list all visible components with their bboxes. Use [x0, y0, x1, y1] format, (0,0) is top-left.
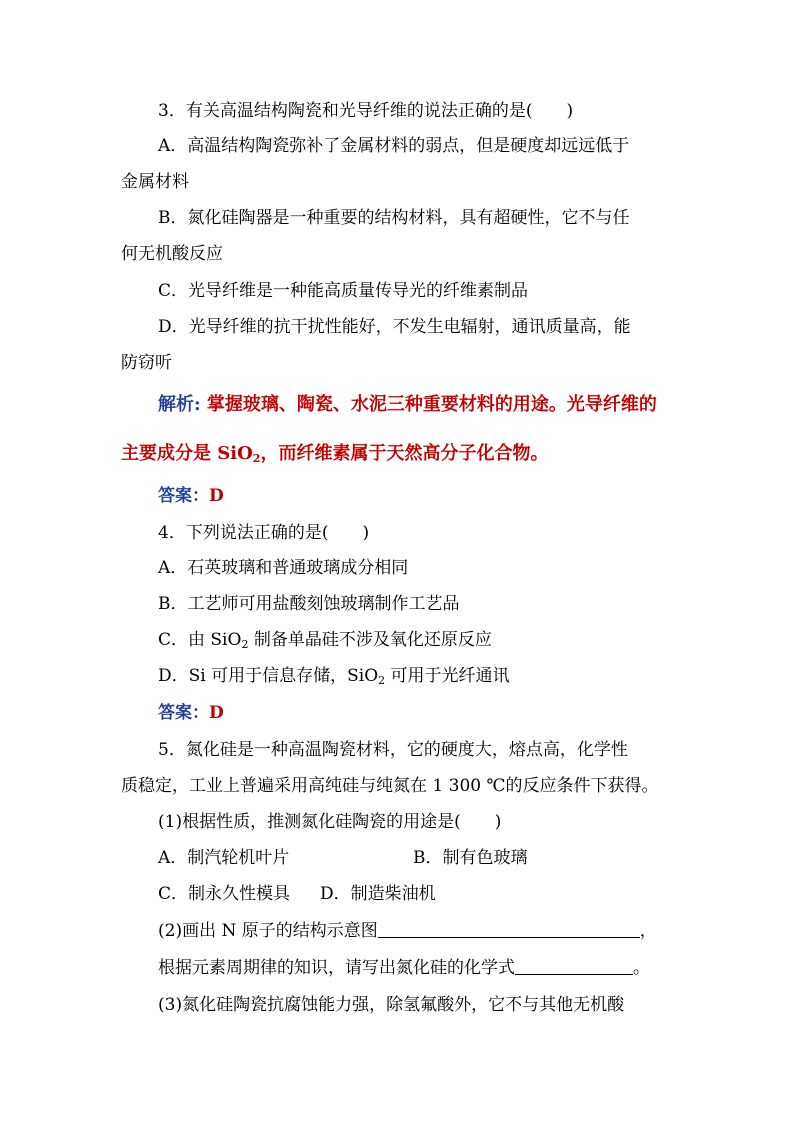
q5-stem-line1: 5．氮化硅是一种高温陶瓷材料，它的硬度大，熔点高，化学性 — [158, 740, 628, 760]
q5-part2-text: (2)画出 N 原子的结构示意图 — [158, 921, 378, 941]
answer-label: 答案： — [158, 703, 209, 723]
q3-analysis-line2 — [121, 443, 548, 470]
q4-c-sub: 2 — [241, 638, 249, 651]
q3-option-b-line2: 何无机酸反应 — [121, 244, 223, 264]
q4-d-pre: D．Si 可用于信息存储，SiO — [158, 666, 379, 686]
q4-c-pre: C．由 SiO — [158, 630, 242, 650]
q5-option-a: A．制汽轮机叶片 — [158, 848, 290, 868]
answer-blank-formula[interactable] — [515, 958, 633, 975]
answer-value: D — [209, 486, 224, 506]
q4-option-a: A．石英玻璃和普通玻璃成分相同 — [158, 558, 409, 578]
q5-part3: (3)氮化硅陶瓷抗腐蚀能力强，除氢氟酸外，它不与其他无机酸 — [158, 995, 625, 1015]
q4-stem: 4．下列说法正确的是( ) — [158, 523, 370, 543]
q3-option-a-line1: A．高温结构陶瓷弥补了金属材料的弱点，但是硬度却远远低于 — [158, 136, 630, 156]
q4-d-sub: 2 — [378, 674, 386, 687]
analysis-text-1: 掌握玻璃、陶瓷、水泥三种重要材料的用途。光导纤维的 — [200, 394, 657, 415]
q5-option-d: D．制造柴油机 — [320, 884, 436, 904]
q5-part2b — [158, 957, 650, 979]
q4-option-d — [158, 665, 510, 692]
q5-option-c: C．制永久性模具 — [158, 884, 291, 904]
analysis-text-2a: 主要成分是 SiO — [121, 443, 253, 464]
q3-answer — [158, 485, 224, 507]
q5-part2b-period: 。 — [633, 958, 650, 978]
q3-stem: 3．有关高温结构陶瓷和光导纤维的说法正确的是( ) — [158, 101, 574, 121]
q5-part2 — [158, 920, 657, 942]
q5-part1: (1)根据性质，推测氮化硅陶瓷的用途是( ) — [158, 812, 502, 832]
q5-part2-comma: ， — [639, 921, 657, 941]
answer-value: D — [209, 703, 224, 723]
q5-stem-line2: 质稳定，工业上普遍采用高纯硅与纯氮在 1 300 ℃的反应条件下获得。 — [121, 776, 659, 796]
q4-option-c — [158, 629, 492, 656]
analysis-text-2b: ，而纤维素属于天然高分子化合物。 — [260, 443, 549, 464]
q3-option-d-line2: 防窃听 — [121, 353, 172, 373]
answer-blank-structure[interactable] — [378, 921, 640, 938]
q4-answer — [158, 702, 224, 724]
q3-analysis-line1 — [158, 394, 657, 416]
answer-label: 答案： — [158, 486, 209, 506]
analysis-label: 解析: — [158, 394, 201, 415]
q4-option-b: B．工艺师可用盐酸刻蚀玻璃制作工艺品 — [158, 594, 460, 614]
q3-option-a-line2: 金属材料 — [121, 172, 189, 192]
q5-option-b: B．制有色玻璃 — [413, 848, 528, 868]
q3-option-c: C．光导纤维是一种能高质量传导光的纤维素制品 — [158, 281, 529, 301]
q3-option-d-line1: D．光导纤维的抗干扰性能好，不发生电辐射，通讯质量高，能 — [158, 317, 631, 337]
q3-option-b-line1: B．氮化硅陶器是一种重要的结构材料，具有超硬性，它不与任 — [158, 208, 630, 228]
q4-c-post: 制备单晶硅不涉及氧化还原反应 — [248, 630, 492, 650]
q5-part2b-text: 根据元素周期律的知识，请写出氮化硅的化学式 — [158, 958, 515, 978]
analysis-subscript: 2 — [252, 452, 261, 465]
q4-d-post: 可用于光纤通讯 — [385, 666, 510, 686]
